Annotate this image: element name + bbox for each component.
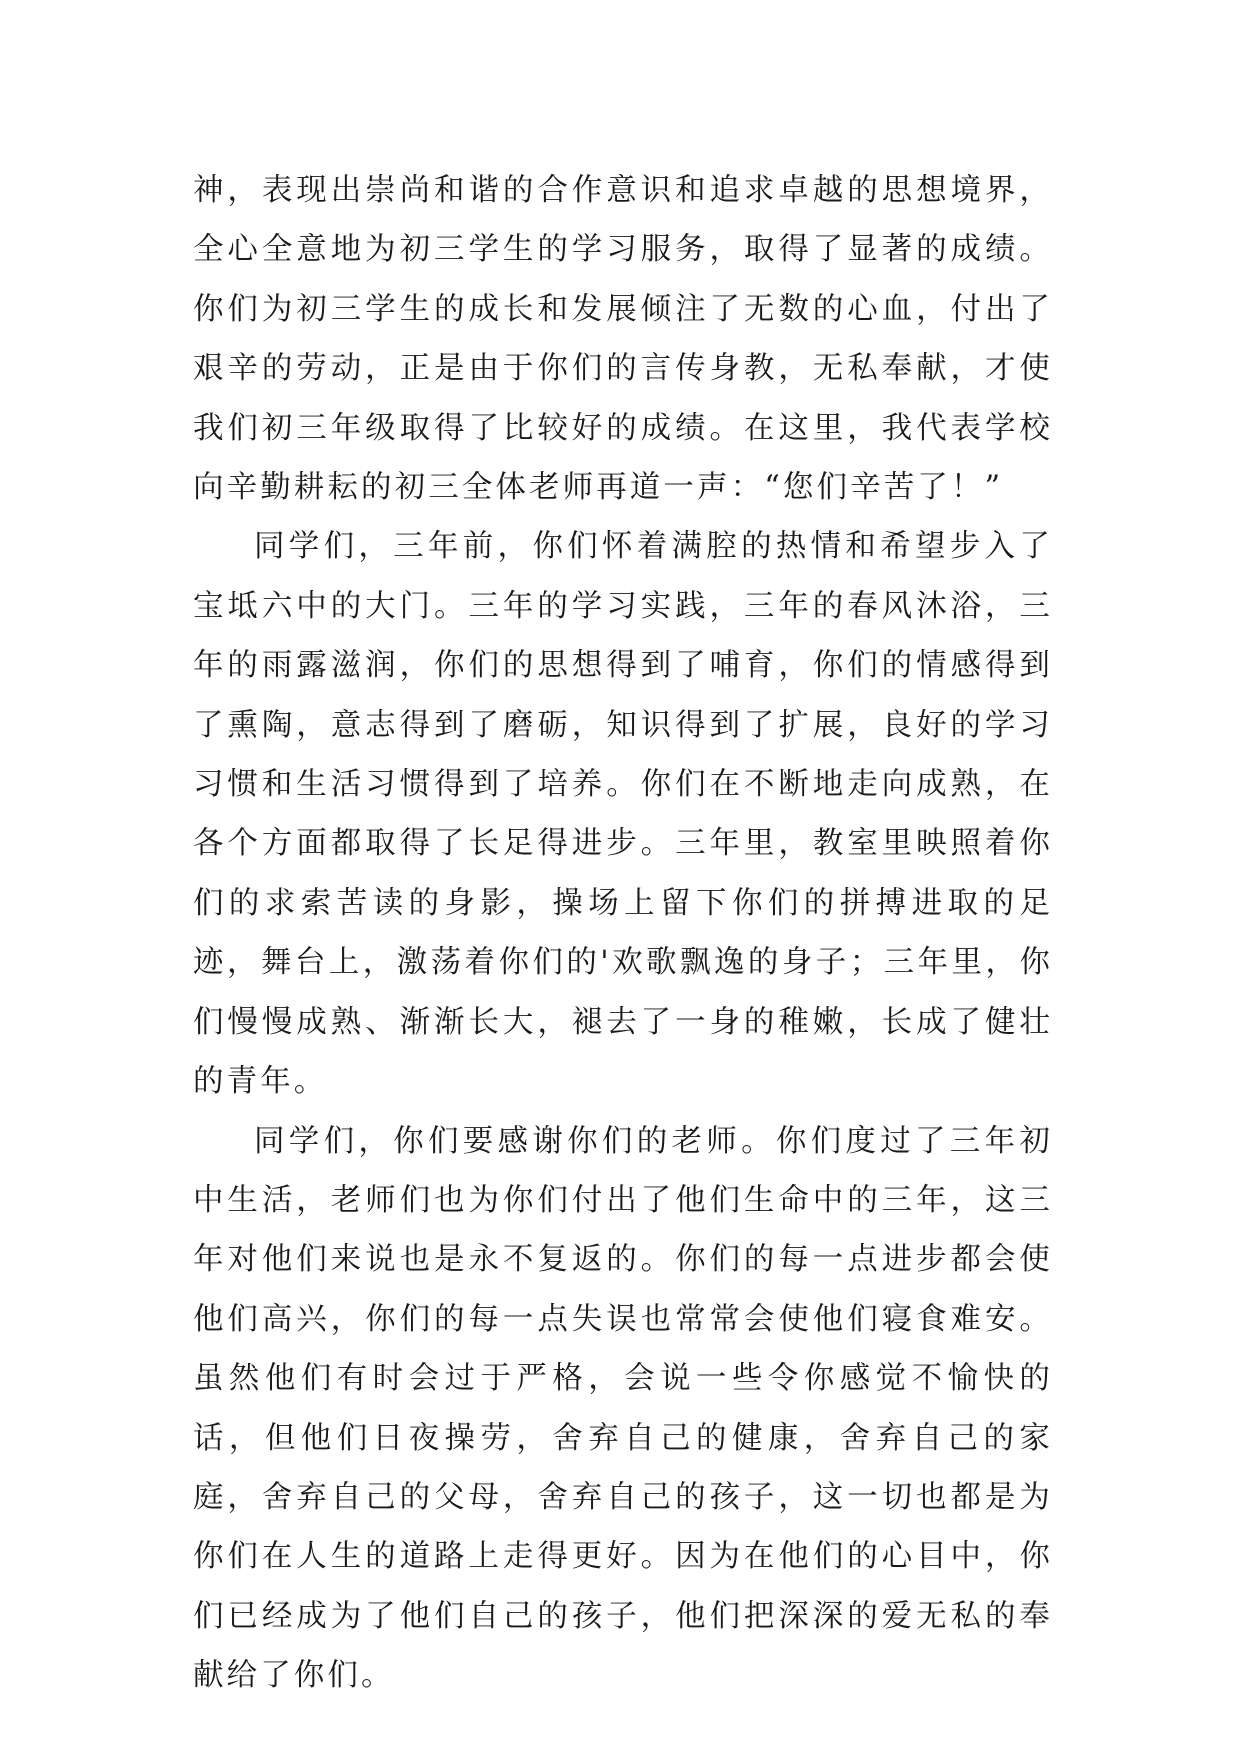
document-body xyxy=(193,161,1053,1706)
paragraph-2: 同学们，三年前，你们怀着满腔的热情和希望步入了宝坻六中的大门。三年的学习实践，三年的春风沐浴，三年的雨露滋润，你们的思想得到了哺育，你们的情感得到了熏陶，意志得到了磨砺，知识得到了扩展，良好的学习习惯和生活习惯得到了培养。你们在不断地走向成熟，在各个方面都取得了长足得进步。三年里，教室里映照着你们的求索苦读的身影，操场上留下你们的拼搏进取的足迹，舞台上，激荡着你们的'欢歌飘逸的身子；三年里，你们慢慢成熟、渐渐长大，褪去了一身的稚嫩，长成了健壮的青年。 xyxy=(193,529,1053,1100)
paragraph-3: 同学们，你们要感谢你们的老师。你们度过了三年初中生活，老师们也为你们付出了他们生命中的三年，这三年对他们来说也是永不复返的。你们的每一点进步都会使他们高兴，你们的每一点失误也常常会使他们寝食难安。虽然他们有时会过于严格，会说一些令你感觉不愉快的话，但他们日夜操劳，舍弃自己的健康，舍弃自己的家庭，舍弃自己的父母，舍弃自己的孩子，这一切也都是为你们在人生的道路上走得更好。因为在他们的心目中，你们已经成为了他们自己的孩子，他们把深深的爱无私的奉献给了你们。 xyxy=(193,1123,1053,1694)
paragraph-1: 神，表现出崇尚和谐的合作意识和追求卓越的思想境界，全心全意地为初三学生的学习服务，取得了显著的成绩。你们为初三学生的成长和发展倾注了无数的心血，付出了艰辛的劳动，正是由于你们的言传身教，无私奉献，才使我们初三年级取得了比较好的成绩。在这里，我代表学校向辛勤耕耘的初三全体老师再道一声：“您们辛苦了！” xyxy=(193,173,1053,506)
